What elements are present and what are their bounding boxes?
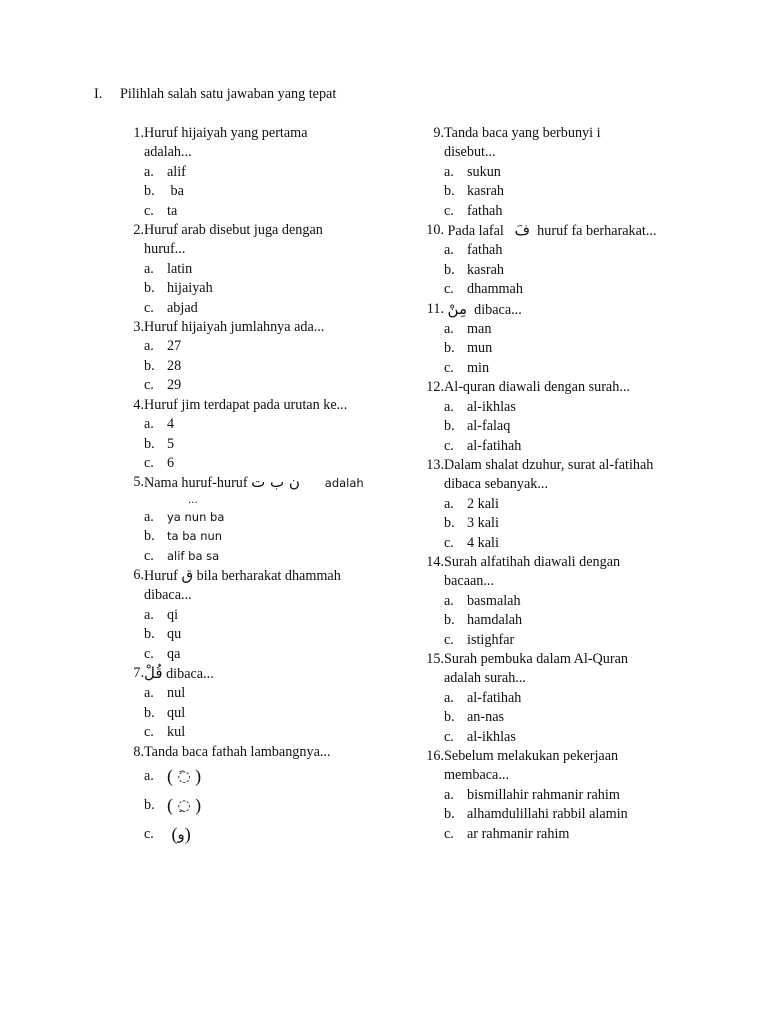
question-12	[416, 378, 706, 456]
question-text: Nama huruf-huruf	[144, 475, 248, 492]
question-number: 3.	[133, 319, 144, 336]
question-13	[416, 456, 706, 553]
question-number: 5.	[133, 474, 144, 491]
option-b: b. kasrah	[444, 261, 505, 278]
arabic-word: مِنْ	[447, 299, 467, 318]
option-a: a. 27	[144, 338, 182, 355]
question-number: 15.	[426, 650, 444, 667]
option-c: c. al-ikhlas	[444, 728, 516, 745]
question-11	[416, 300, 706, 379]
option-c: c. alif ba sa	[144, 547, 220, 564]
arabic-letters: ن ب ت	[251, 473, 300, 492]
option-a: a. fathah	[444, 242, 503, 259]
question-6	[116, 566, 391, 664]
option-a: a. ( َ◌ )	[116, 762, 391, 791]
section-instruction: Pilihlah salah satu jawaban yang tepat	[120, 86, 337, 102]
option-a: a. latin	[144, 260, 193, 277]
question-16	[416, 747, 706, 844]
option-b: b. 3 kali	[444, 515, 499, 532]
question-5	[116, 473, 391, 566]
question-text: Sebelum melakukan pekerjaan	[444, 748, 619, 764]
question-text: Surah alfatihah diawali dengan	[444, 553, 621, 570]
question-text-suffix: bila berharakat dhammah	[196, 567, 341, 584]
question-text-line2: huruf...	[144, 241, 186, 258]
option-a: a. 4	[144, 416, 175, 433]
question-number: 6.	[133, 566, 144, 583]
question-text: Al-quran diawali dengan surah...	[444, 379, 630, 396]
kasrah-symbol: ِ◌	[177, 796, 191, 814]
wau-symbol: و	[177, 825, 185, 843]
fathah-symbol: َ◌	[177, 767, 191, 785]
option-b: b. qu	[144, 626, 182, 643]
question-text: Huruf hijaiyah yang pertama	[144, 125, 308, 141]
option-c: c. 29	[144, 377, 182, 394]
question-ellipsis: ...	[188, 494, 198, 506]
question-15	[416, 650, 706, 747]
question-text-line2: adalah...	[144, 144, 192, 161]
option-a: a. qi	[144, 606, 179, 623]
option-c: c. 6	[144, 454, 175, 471]
option-a: a. bismillahir rahmanir rahim	[444, 786, 620, 803]
option-b: b. al-falaq	[444, 418, 511, 435]
option-b: b. hijaiyah	[144, 280, 213, 297]
question-text: Dalam shalat dzuhur, surat al-fatihah	[444, 456, 654, 473]
option-a: a. man	[444, 321, 492, 338]
question-14	[416, 553, 706, 650]
option-a: a. 2 kali	[444, 495, 499, 512]
question-number: 12.	[426, 379, 444, 396]
question-text-line2: dibaca sebanyak...	[444, 476, 548, 493]
question-number: 7.	[133, 664, 144, 681]
question-text: Surah pembuka dalam Al-Quran	[444, 650, 628, 667]
question-1	[116, 124, 391, 221]
question-number: 11.	[426, 300, 444, 317]
question-text: Huruf arab disebut juga dengan	[144, 222, 323, 239]
option-a: a. basmalah	[444, 592, 521, 609]
arabic-letter: ق	[181, 565, 194, 584]
question-number: 14.	[426, 553, 444, 570]
question-text: Huruf jim terdapat pada urutan ke...	[144, 396, 348, 413]
question-number: 10.	[426, 222, 444, 239]
option-c: c. ta	[144, 202, 178, 219]
question-3	[116, 318, 391, 396]
question-text-line2: membaca...	[444, 767, 509, 784]
question-text: Huruf	[144, 567, 178, 584]
question-text-suffix: adalah	[324, 476, 364, 491]
question-number: 8.	[133, 743, 144, 760]
question-text: dibaca...	[474, 301, 522, 318]
option-c: c. qa	[144, 645, 181, 662]
section-number: I.	[94, 86, 103, 102]
option-c: c. al-fatihah	[444, 437, 522, 454]
option-b: b. ( ِ◌ )	[116, 791, 391, 820]
question-number: 1.	[133, 125, 144, 141]
question-number: 2.	[133, 222, 144, 239]
option-a: a. nul	[144, 685, 186, 702]
question-text-line2: bacaan...	[444, 573, 495, 590]
option-b: b. hamdalah	[444, 612, 523, 629]
question-text: Tanda baca fathah lambangnya...	[144, 743, 331, 760]
question-2	[116, 221, 391, 318]
option-b: b. ta ba nun	[144, 528, 223, 545]
question-text: dibaca...	[166, 665, 214, 682]
question-text: Pada lafal	[447, 223, 504, 240]
question-text-suffix: huruf fa berharakat...	[537, 223, 657, 240]
question-text: Tanda baca yang berbunyi i	[444, 125, 601, 141]
left-column	[116, 124, 391, 849]
question-text-line2: adalah surah...	[444, 670, 526, 687]
right-column	[416, 124, 706, 844]
arabic-word: قُلْ	[144, 663, 163, 682]
question-number: 16.	[426, 748, 444, 764]
question-text-line2: disebut...	[444, 144, 496, 161]
arabic-letter: فَ	[514, 221, 531, 240]
option-b: b. 5	[144, 435, 175, 452]
option-b: b. alhamdulillahi rabbil alamin	[444, 806, 628, 823]
option-c: c. ( و )	[116, 820, 391, 849]
option-b: b. an-nas	[444, 709, 505, 726]
option-c: c. fathah	[444, 202, 503, 219]
option-b: b. 28	[144, 357, 182, 374]
option-a: a. al-ikhlas	[444, 398, 516, 415]
question-number: 4.	[133, 396, 144, 413]
option-c: c. istighfar	[444, 631, 515, 648]
option-a: a. al-fatihah	[444, 689, 522, 706]
section-heading	[94, 86, 336, 103]
option-b: b. kasrah	[444, 183, 505, 200]
option-c: c. ar rahmanir rahim	[444, 825, 570, 842]
option-c: c. min	[444, 359, 490, 376]
question-10	[416, 221, 706, 300]
question-7	[116, 664, 391, 743]
question-text: Huruf hijaiyah jumlahnya ada...	[144, 319, 325, 336]
option-a: a. ya nun ba	[144, 508, 225, 525]
option-a: a. alif	[144, 163, 186, 180]
question-number: 13.	[426, 456, 444, 473]
option-b: b. qul	[144, 704, 186, 721]
question-9	[416, 124, 706, 221]
option-b: b. ba	[144, 183, 184, 200]
option-c: c. 4 kali	[444, 534, 499, 551]
question-4	[116, 396, 391, 474]
option-c: c. dhammah	[444, 281, 523, 298]
option-c: c. abjad	[144, 299, 198, 316]
option-a: a. sukun	[444, 163, 501, 180]
option-b: b. mun	[444, 340, 493, 357]
question-number: 9.	[433, 125, 444, 141]
option-c: c. kul	[144, 724, 186, 741]
question-text-line2: dibaca...	[144, 587, 192, 604]
question-8	[116, 743, 391, 849]
